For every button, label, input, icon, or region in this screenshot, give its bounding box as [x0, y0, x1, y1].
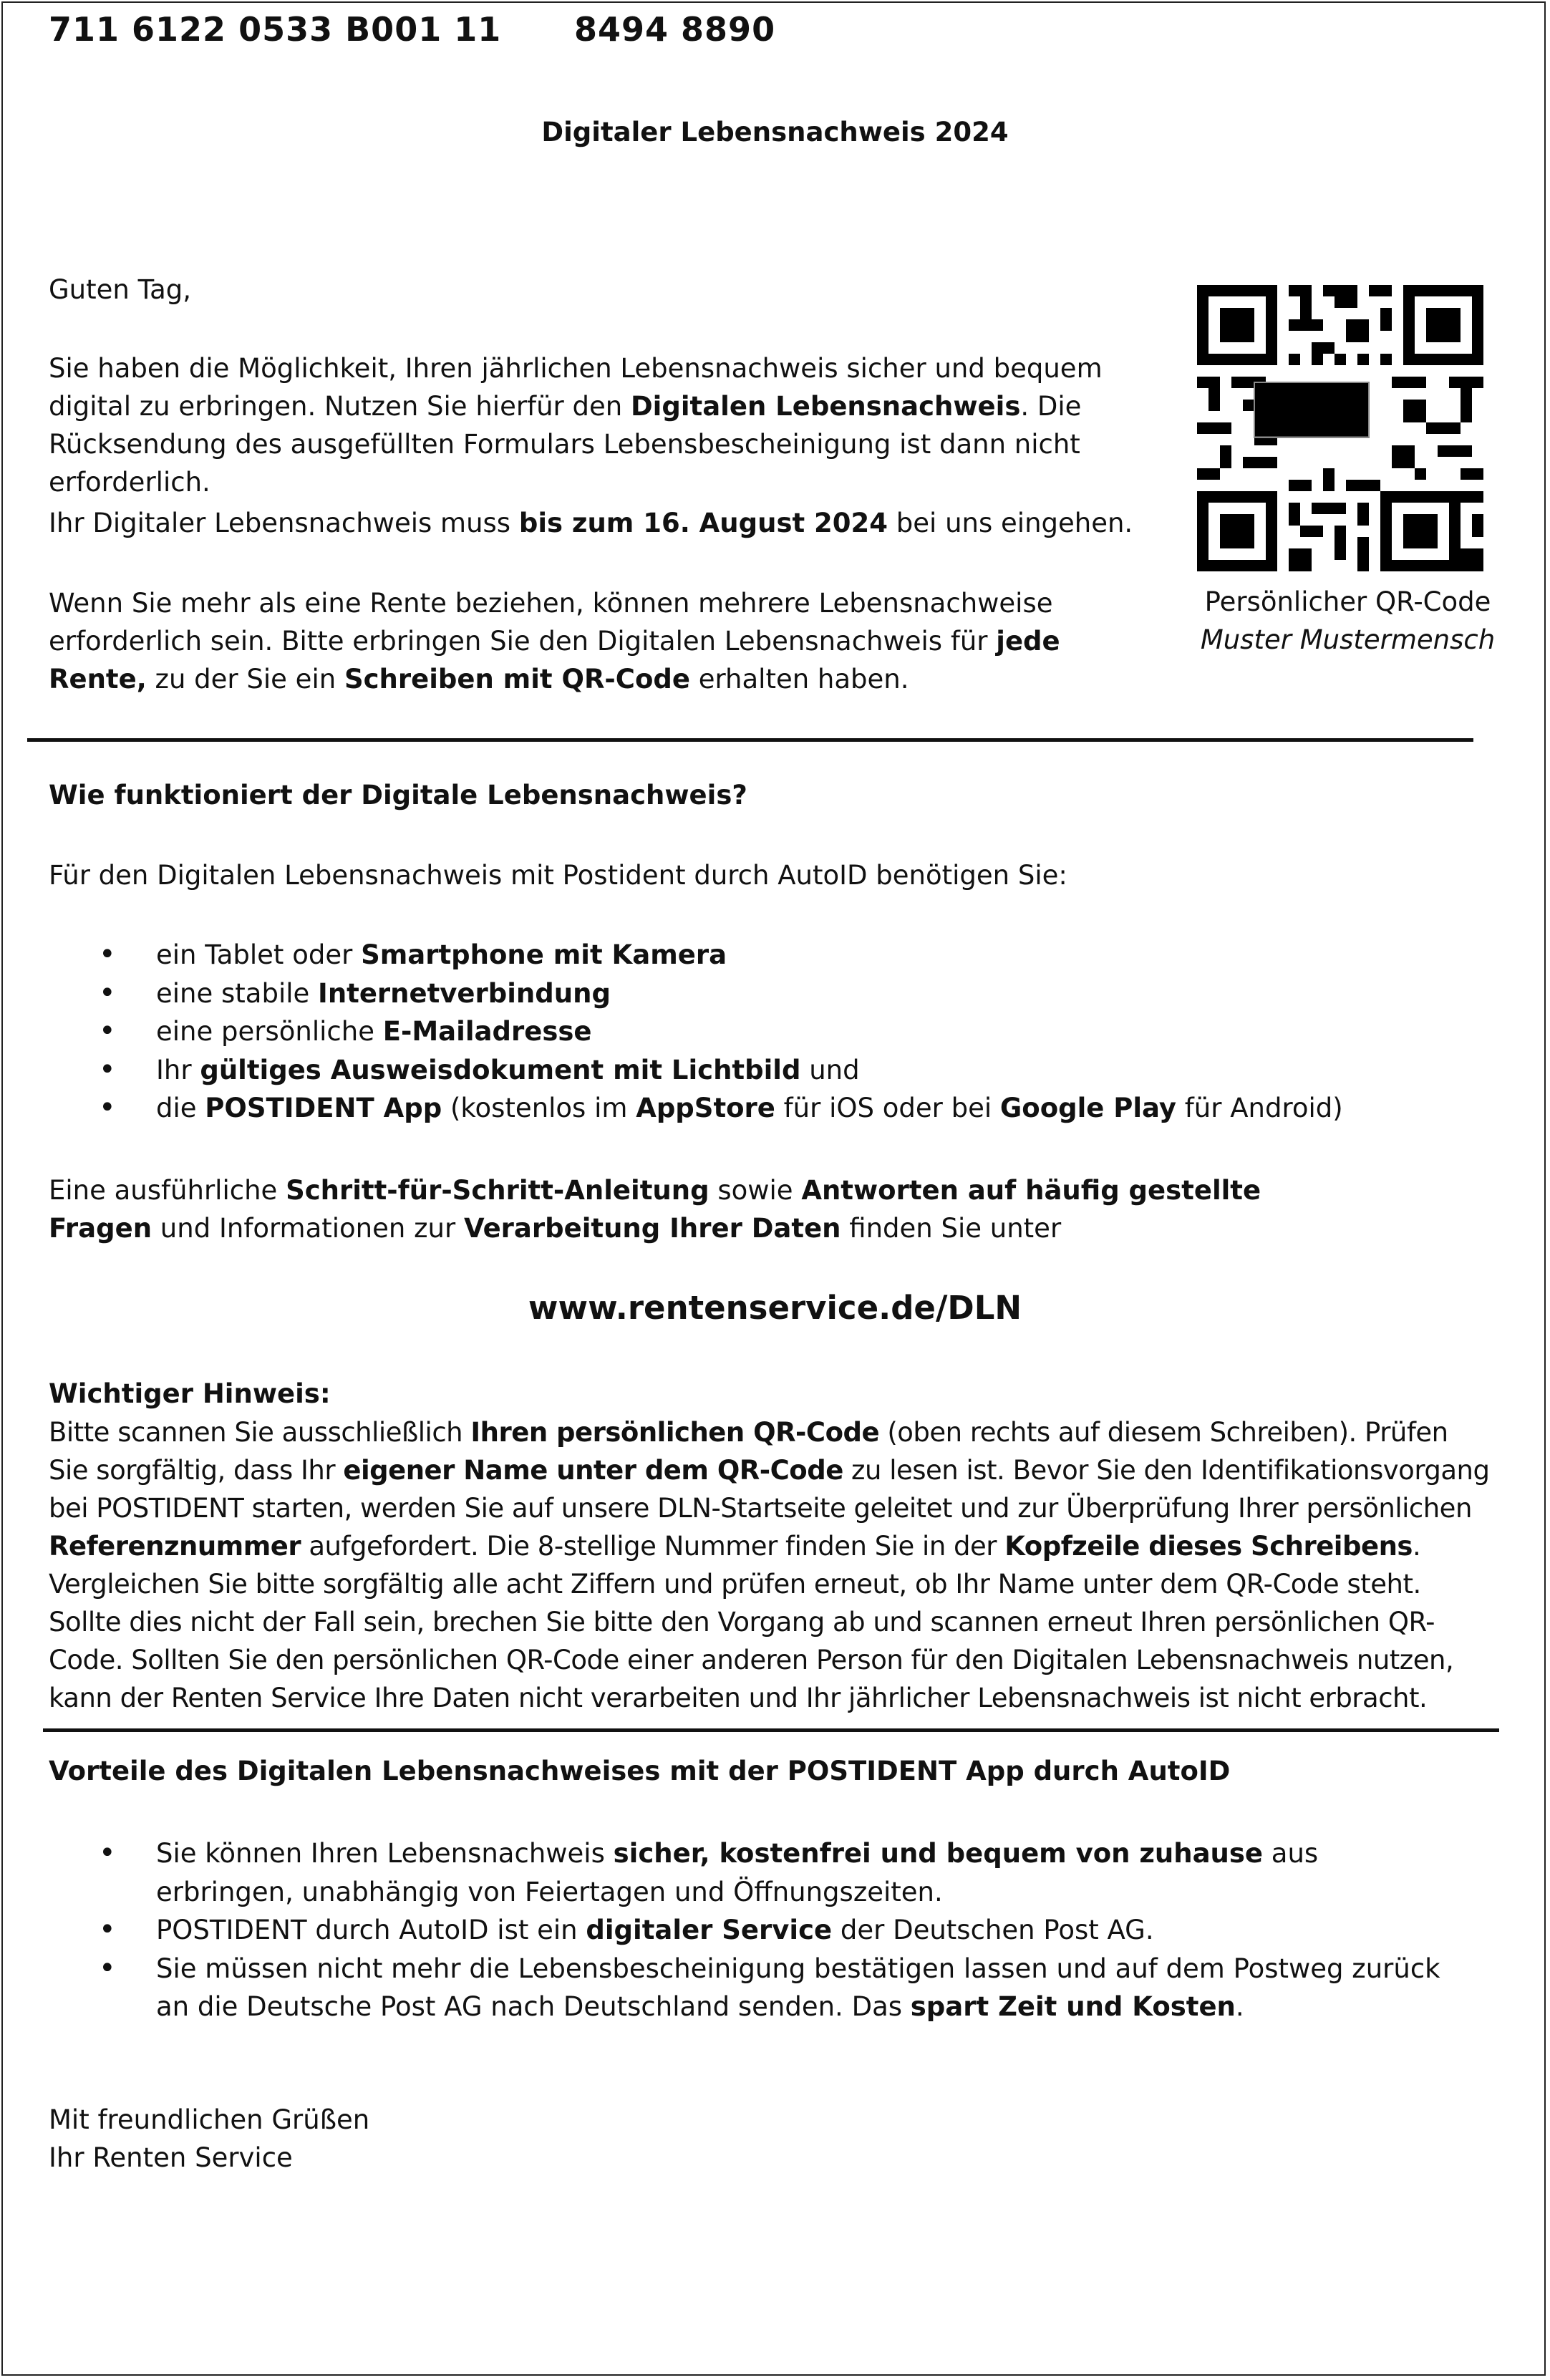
how-lead: Für den Digitalen Lebensnachweis mit Postident durch AutoID benötigen Sie:: [49, 860, 1067, 891]
notice-paragraph: Bitte scannen Sie ausschließlich Ihren persönlichen QR-Code (oben rechts auf diesem Schreiben). Prüfen Sie sorgfältig, dass Ihr eigener Name unter dem QR-Code zu lesen ist. Bevor Sie den Identifikationsvorgang bei POSTIDENT starten, werden Sie auf unsere DLN-Startseite geleitet und zur Überprüfung Ihrer persönlichen Referenznummer aufgefordert. Die 8-stellige Nummer finden Sie in der Kopfzeile dieses Schreibens. Vergleichen Sie bitte sorgfältig alle acht Ziffern und prüfen erneut, ob Ihr Name unter dem QR-Code steht. Sollte dies nicht der Fall sein, brechen Sie bitte den Vorgang ab und scannen erneut Ihren persönlichen QR-Code. Sollten Sie den persönlichen QR-Code einer anderen Person für den Digitalen Lebensnachweis nutzen, kann der Renten Service Ihre Daten nicht verarbeiten und Ihr jährlicher Lebensnachweis ist nicht erbracht.: [49, 1417, 1490, 1713]
list-item: • Sie können Ihren Lebensnachweis sicher, kostenfrei und bequem von zuhause aus erbringen, unabhängig von Feiertagen und Öffnungszeiten.: [49, 1834, 1452, 1911]
list-item: • die POSTIDENT App (kostenlos im AppStore für iOS oder bei Google Play für Android): [49, 1089, 1409, 1128]
eight-digit-number: 8494 8890: [574, 10, 776, 49]
how-heading: Wie funktioniert der Digitale Lebensnachweis?: [49, 780, 747, 811]
list-item: • eine stabile Internetverbindung: [49, 974, 1409, 1013]
list-item: • Sie müssen nicht mehr die Lebensbescheinigung bestätigen lassen und auf dem Postweg zurück an die Deutsche Post AG nach Deutschland senden. Das spart Zeit und Kosten.: [49, 1950, 1452, 2026]
intro-paragraph-3: Wenn Sie mehr als eine Rente beziehen, können mehrere Lebensnachweise erforderlich sein. Bitte erbringen Sie den Digitalen Lebensnachweis für jede Rente, zu der Sie ein Schreiben mit QR-Code erhalten haben.: [49, 588, 1060, 695]
requirements-list: [49, 936, 1409, 1128]
document-title: Digitaler Lebensnachweis 2024: [541, 117, 1009, 147]
notice-heading: Wichtiger Hinweis:: [49, 1378, 331, 1409]
list-item: • POSTIDENT durch AutoID ist ein digitaler Service der Deutschen Post AG.: [49, 1911, 1452, 1950]
benefits-list: [49, 1834, 1452, 2026]
guide-paragraph: Eine ausführliche Schritt-für-Schritt-Anleitung sowie Antworten auf häufig gestellte Fragen und Informationen zur Verarbeitung Ihrer Daten finden Sie unter: [49, 1175, 1261, 1244]
greeting: Guten Tag,: [49, 274, 192, 305]
intro-paragraph-1: Sie haben die Möglichkeit, Ihren jährlichen Lebensnachweis sicher und bequem digital zu erbringen. Nutzen Sie hierfür den Digitalen Lebensnachweis. Die Rücksendung des ausgefüllten Formulars Lebensbescheinigung ist dann nicht erforderlich.: [49, 353, 1103, 498]
divider-1: [27, 738, 1473, 742]
reference-number: 711 6122 0533 B001 11: [49, 10, 502, 49]
info-url[interactable]: www.rentenservice.de/DLN: [528, 1289, 1022, 1327]
list-item: • eine persönliche E-Mailadresse: [49, 1012, 1409, 1051]
divider-2: [43, 1728, 1499, 1732]
qr-caption: Persönlicher QR-Code Muster Mustermensch: [1200, 586, 1496, 655]
closing: Mit freundlichen Grüßen Ihr Renten Service: [49, 2104, 370, 2173]
intro-paragraph-2: Ihr Digitaler Lebensnachweis muss bis zum 16. August 2024 bei uns eingehen.: [49, 508, 1133, 538]
list-item: • Ihr gültiges Ausweisdokument mit Lichtbild und: [49, 1051, 1409, 1090]
list-item: • ein Tablet oder Smartphone mit Kamera: [49, 936, 1409, 974]
benefits-heading: Vorteile des Digitalen Lebensnachweises mit der POSTIDENT App durch AutoID: [49, 1756, 1231, 1786]
qr-code: [1197, 285, 1483, 571]
